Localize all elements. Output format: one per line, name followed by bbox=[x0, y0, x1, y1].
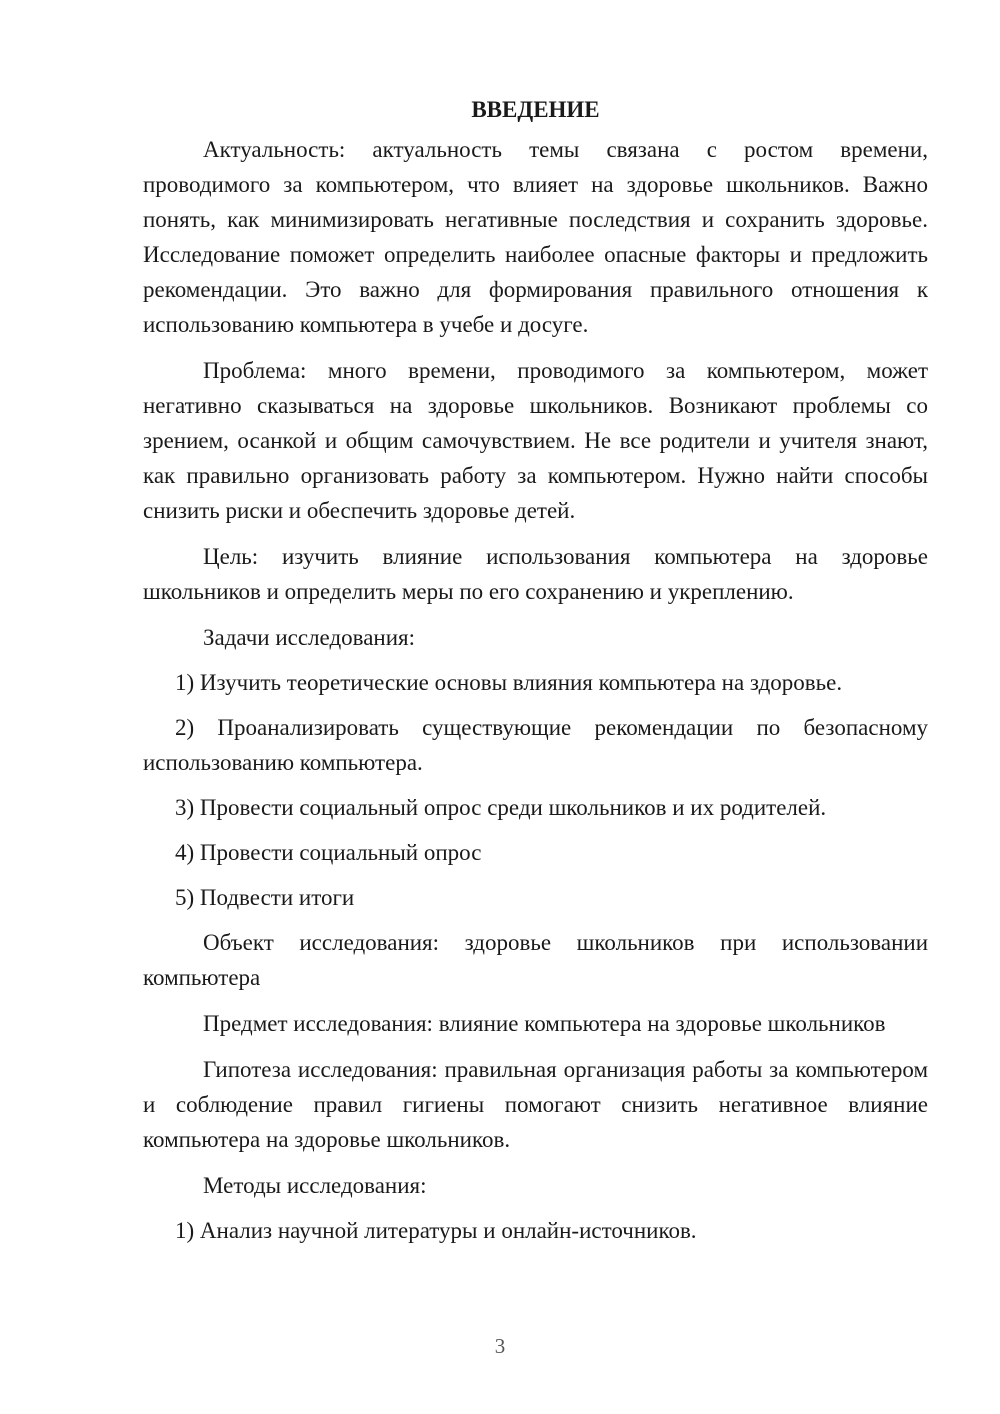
relevance-paragraph: Актуальность: актуальность темы связана с ростом времени, проводимого за компьютером, что влияет на здоровье школьников. Важно понять, как минимизировать негативные последствия и сохранить здоровье. Исследование поможет определить наиболее опасные факторы и предложить рекомендации. Это важно для формирования правильного отношения к использованию компьютера в учебе и досуге. bbox=[143, 137, 928, 337]
object-paragraph: Объект исследования: здоровье школьников при использовании компьютера bbox=[143, 930, 928, 990]
section-title: ВВЕДЕНИЕ bbox=[471, 97, 600, 122]
goal-paragraph: Цель: изучить влияние использования компьютера на здоровье школьников и определить меры по его сохранению и укреплению. bbox=[143, 544, 928, 604]
problem-paragraph: Проблема: много времени, проводимого за компьютером, может негативно сказываться на здоровье школьников. Возникают проблемы со зрением, осанкой и общим самочувствием. Не все родители и учителя знают, как правильно организовать работу за компьютером. Нужно найти способы снизить риски и обеспечить здоровье детей. bbox=[143, 358, 928, 523]
task-item-5: 5) Подвести итоги bbox=[175, 885, 355, 910]
method-item-1: 1) Анализ научной литературы и онлайн-источников. bbox=[175, 1218, 697, 1243]
document-page bbox=[143, 95, 928, 1258]
task-item-1: 1) Изучить теоретические основы влияния компьютера на здоровье. bbox=[175, 670, 843, 695]
subject-paragraph: Предмет исследования: влияние компьютера на здоровье школьников bbox=[203, 1011, 886, 1036]
task-item-2: 2) Проанализировать существующие рекомендации по безопасному использованию компьютера. bbox=[143, 715, 928, 775]
tasks-heading: Задачи исследования: bbox=[203, 625, 416, 650]
task-item-4: 4) Провести социальный опрос bbox=[175, 840, 482, 865]
hypothesis-paragraph: Гипотеза исследования: правильная организация работы за компьютером и соблюдение правил гигиены помогают снизить негативное влияние компьютера на здоровье школьников. bbox=[143, 1057, 928, 1152]
page-number: 3 bbox=[494, 1334, 506, 1358]
methods-heading: Методы исследования: bbox=[203, 1173, 427, 1198]
task-item-3: 3) Провести социальный опрос среди школьников и их родителей. bbox=[175, 795, 827, 820]
